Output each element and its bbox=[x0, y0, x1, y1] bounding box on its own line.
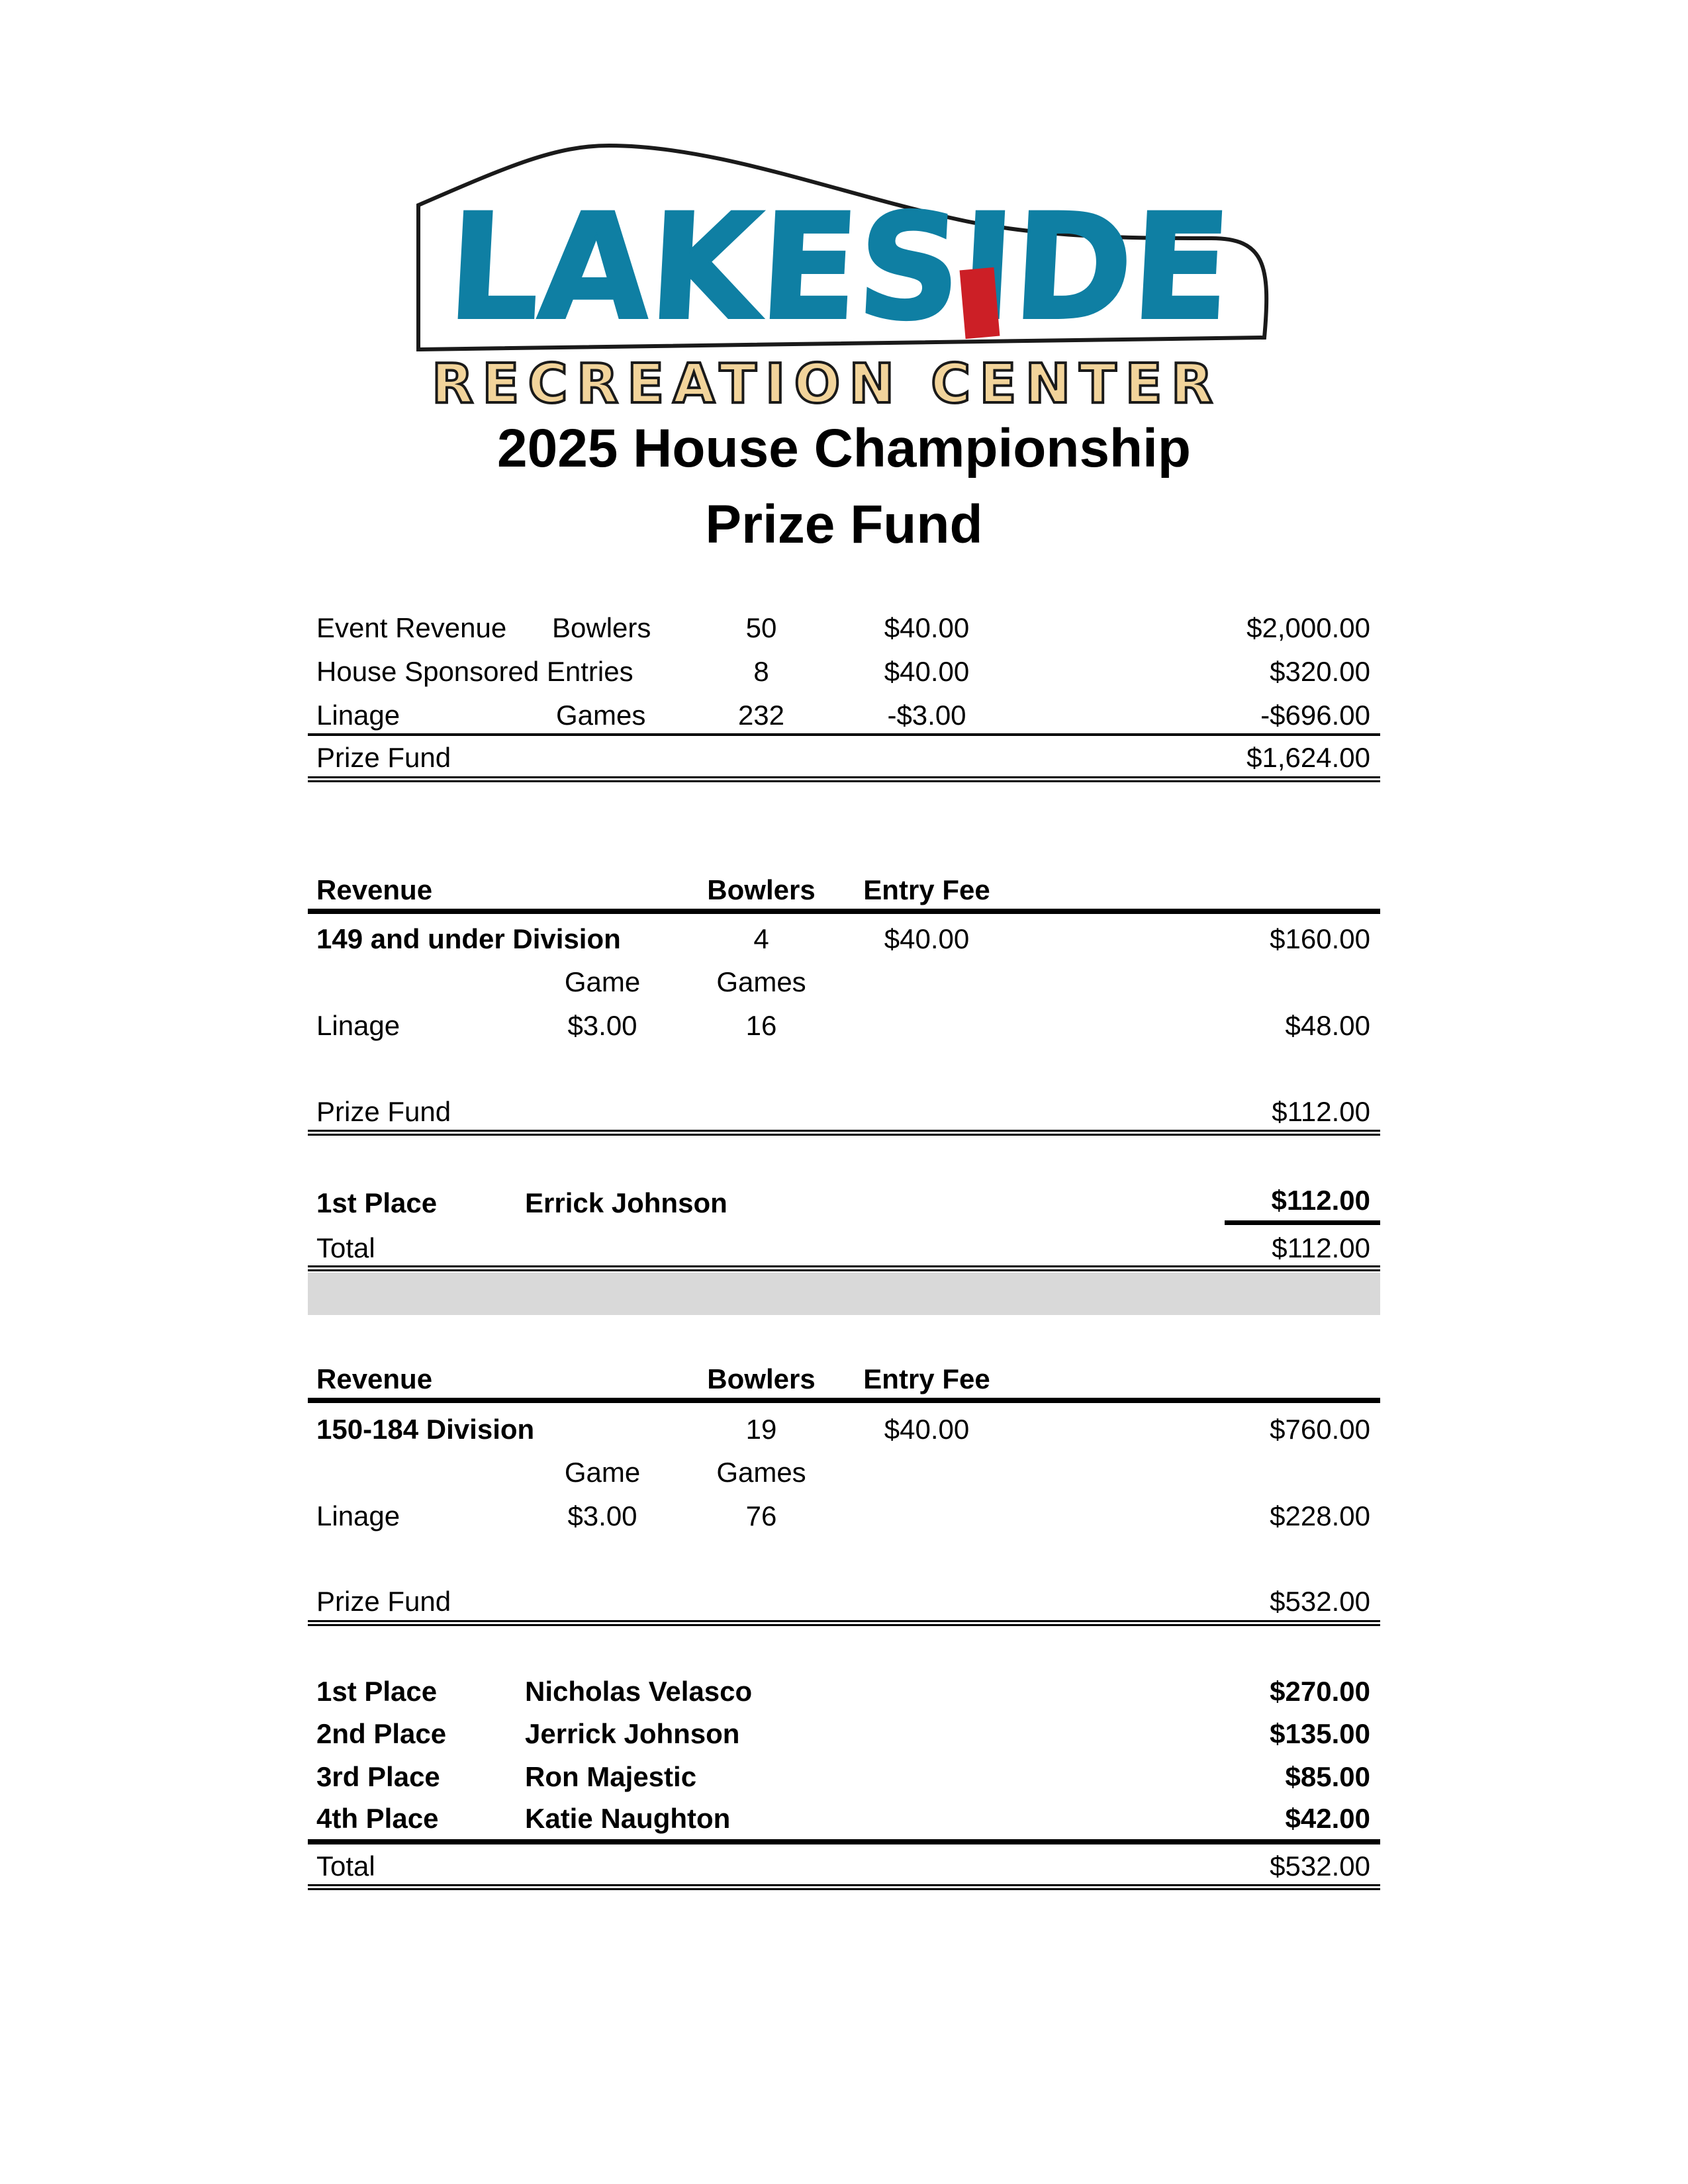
summary-row-label: Linage bbox=[316, 700, 400, 731]
linage-games: 16 bbox=[745, 1010, 777, 1041]
column-header-revenue: Revenue bbox=[316, 1363, 433, 1394]
summary-row-rate: -$3.00 bbox=[887, 700, 966, 731]
double-rule bbox=[308, 1884, 1380, 1890]
sub-header-game: Game bbox=[564, 966, 641, 997]
page-title: 2025 House Championship bbox=[496, 418, 1192, 478]
division-entry-total: $760.00 bbox=[1270, 1414, 1370, 1445]
total-label: Total bbox=[316, 1232, 375, 1263]
place-amount: $85.00 bbox=[1285, 1761, 1370, 1792]
sub-header-games: Games bbox=[716, 1457, 806, 1488]
sub-header-game: Game bbox=[564, 1457, 641, 1488]
place-amount: $135.00 bbox=[1270, 1718, 1370, 1749]
linage-label: Linage bbox=[316, 1500, 400, 1531]
summary-row-amount: $320.00 bbox=[1270, 656, 1370, 687]
division-entry-total: $160.00 bbox=[1270, 923, 1370, 954]
division-bowlers: 19 bbox=[745, 1414, 777, 1445]
place-winner: Katie Naughton bbox=[525, 1803, 731, 1834]
linage-amount: $48.00 bbox=[1285, 1010, 1370, 1041]
division-name: 150-184 Division bbox=[316, 1414, 535, 1445]
place-amount: $270.00 bbox=[1270, 1676, 1370, 1707]
place-label: 4th Place bbox=[316, 1803, 439, 1834]
summary-row-amount: -$696.00 bbox=[1260, 700, 1370, 731]
summary-total-label: Prize Fund bbox=[316, 742, 451, 773]
summary-row-qty: 50 bbox=[745, 612, 777, 643]
place-winner: Errick Johnson bbox=[525, 1187, 727, 1218]
column-header-revenue: Revenue bbox=[316, 874, 433, 905]
division-entry-fee: $40.00 bbox=[884, 1414, 970, 1445]
divider bbox=[308, 1839, 1380, 1844]
summary-row-unit: Bowlers bbox=[552, 612, 651, 643]
summary-row-qty: 232 bbox=[737, 700, 785, 731]
place-amount: $112.00 bbox=[1271, 1185, 1370, 1216]
logo-subtitle: RECREATION CENTER bbox=[432, 353, 1213, 416]
double-rule bbox=[308, 1620, 1380, 1626]
linage-label: Linage bbox=[316, 1010, 400, 1041]
division-entry-fee: $40.00 bbox=[884, 923, 970, 954]
summary-row-rate: $40.00 bbox=[884, 656, 970, 687]
column-header-bowlers: Bowlers bbox=[707, 1363, 816, 1394]
double-rule bbox=[308, 1265, 1380, 1271]
division-bowlers: 4 bbox=[753, 923, 769, 954]
page-subtitle: Prize Fund bbox=[705, 494, 983, 555]
column-header-bowlers: Bowlers bbox=[707, 874, 816, 905]
prize-fund-label: Prize Fund bbox=[316, 1096, 451, 1127]
summary-row-rate: $40.00 bbox=[884, 612, 970, 643]
place-label: 1st Place bbox=[316, 1187, 438, 1218]
divider bbox=[1225, 1220, 1380, 1225]
divider bbox=[308, 909, 1380, 914]
total-amount: $112.00 bbox=[1272, 1232, 1370, 1263]
divider bbox=[308, 733, 1380, 736]
prize-fund-amount: $532.00 bbox=[1270, 1586, 1370, 1617]
linage-rate: $3.00 bbox=[567, 1500, 637, 1531]
summary-row-amount: $2,000.00 bbox=[1246, 612, 1370, 643]
summary-total-amount: $1,624.00 bbox=[1246, 742, 1370, 773]
linage-rate: $3.00 bbox=[567, 1010, 637, 1041]
summary-row-qty: 8 bbox=[753, 656, 769, 687]
division-name: 149 and under Division bbox=[316, 923, 621, 954]
logo-word: LAKESIDE bbox=[444, 183, 1250, 352]
column-header-entry-fee: Entry Fee bbox=[863, 1363, 990, 1394]
sub-header-games: Games bbox=[716, 966, 806, 997]
total-label: Total bbox=[316, 1850, 375, 1882]
place-winner: Ron Majestic bbox=[525, 1761, 697, 1792]
summary-row-unit: Games bbox=[556, 700, 646, 731]
place-winner: Jerrick Johnson bbox=[525, 1718, 740, 1749]
column-header-entry-fee: Entry Fee bbox=[863, 874, 990, 905]
linage-games: 76 bbox=[745, 1500, 777, 1531]
summary-row-label: House Sponsored Entries bbox=[316, 656, 633, 687]
prize-fund-label: Prize Fund bbox=[316, 1586, 451, 1617]
place-label: 2nd Place bbox=[316, 1718, 447, 1749]
divider bbox=[308, 1398, 1380, 1403]
total-amount: $532.00 bbox=[1270, 1850, 1370, 1882]
place-amount: $42.00 bbox=[1285, 1803, 1370, 1834]
prize-fund-amount: $112.00 bbox=[1272, 1096, 1370, 1127]
shaded-separator bbox=[308, 1273, 1380, 1315]
double-rule bbox=[308, 1130, 1380, 1136]
place-label: 3rd Place bbox=[316, 1761, 440, 1792]
lakeside-logo bbox=[410, 139, 1278, 417]
place-winner: Nicholas Velasco bbox=[525, 1676, 753, 1707]
summary-row-label: Event Revenue bbox=[316, 612, 507, 643]
double-rule bbox=[308, 776, 1380, 782]
logo-accent bbox=[960, 267, 1000, 339]
place-label: 1st Place bbox=[316, 1676, 438, 1707]
linage-amount: $228.00 bbox=[1270, 1500, 1370, 1531]
